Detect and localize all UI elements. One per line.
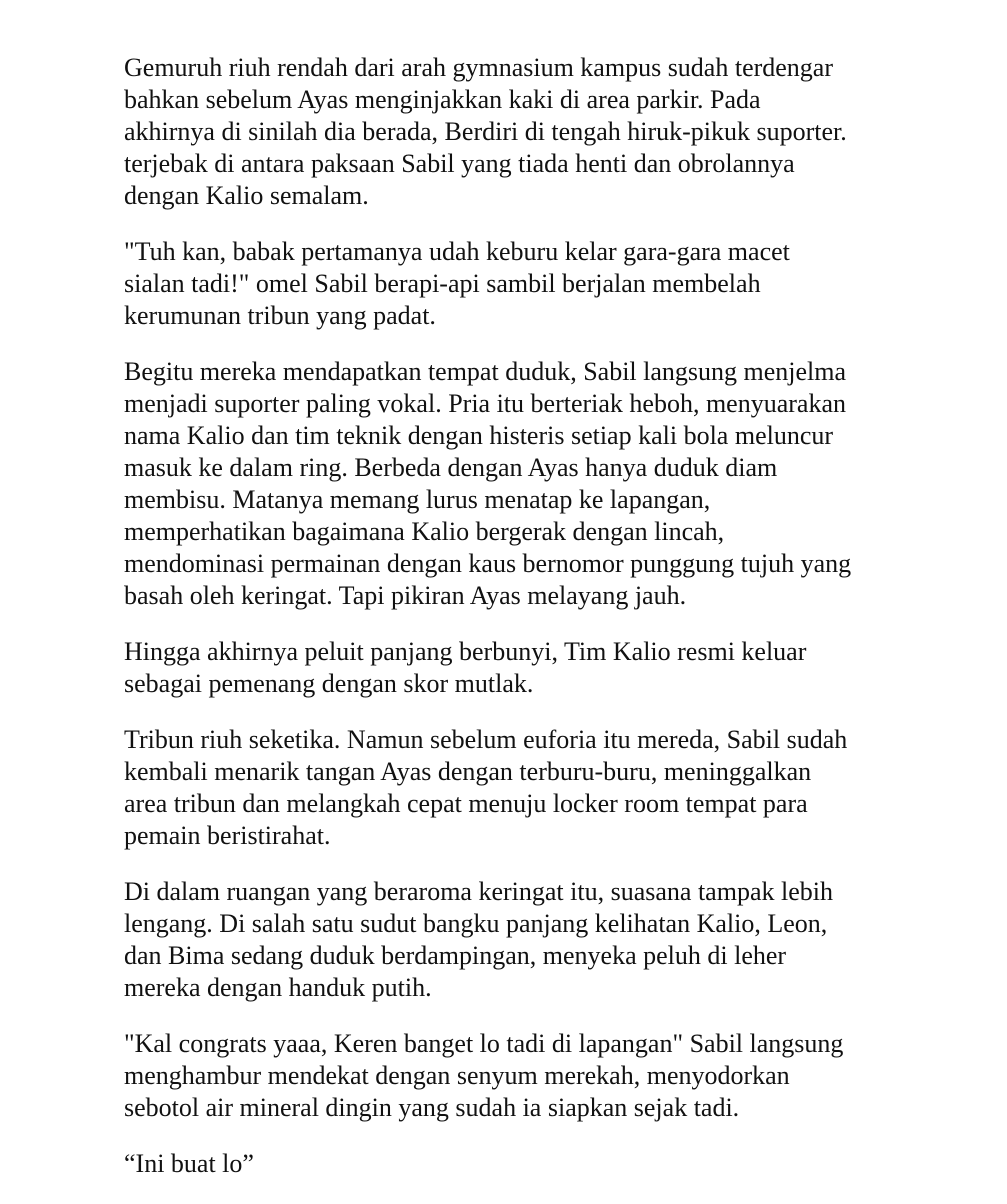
- text-line: Begitu mereka mendapatkan tempat duduk, Sabil langsung menjelma: [124, 357, 847, 386]
- text-line: basah oleh keringat. Tapi pikiran Ayas melayang jauh.: [124, 581, 687, 610]
- paragraph-3: [124, 356, 904, 612]
- text-line: Di dalam ruangan yang beraroma keringat itu, suasana tampak lebih: [124, 877, 833, 906]
- paragraph-5: [124, 724, 904, 852]
- text-line: lengang. Di salah satu sudut bangku panjang kelihatan Kalio, Leon,: [124, 909, 828, 938]
- text-line: Hingga akhirnya peluit panjang berbunyi, Tim Kalio resmi keluar: [124, 637, 807, 666]
- paragraph-2: [124, 236, 904, 332]
- text-line: mereka dengan handuk putih.: [124, 973, 432, 1002]
- text-line: masuk ke dalam ring. Berbeda dengan Ayas hanya duduk diam: [124, 453, 778, 482]
- paragraph-7: [124, 1028, 904, 1124]
- text-line: sebotol air mineral dingin yang sudah ia siapkan sejak tadi.: [124, 1093, 740, 1122]
- text-line: membisu. Matanya memang lurus menatap ke lapangan,: [124, 485, 711, 514]
- paragraph-6: [124, 876, 904, 1004]
- text-line: bahkan sebelum Ayas menginjakkan kaki di area parkir. Pada: [124, 85, 761, 114]
- text-line: dengan Kalio semalam.: [124, 181, 369, 210]
- text-line: "Kal congrats yaaa, Keren banget lo tadi di lapangan" Sabil langsung: [124, 1029, 844, 1058]
- paragraph-4: [124, 636, 904, 700]
- paragraph-1: [124, 52, 904, 212]
- text-line: mendominasi permainan dengan kaus bernomor punggung tujuh yang: [124, 549, 852, 578]
- text-line: dan Bima sedang duduk berdampingan, menyeka peluh di leher: [124, 941, 787, 970]
- document-body: [124, 52, 904, 1204]
- text-line: menghambur mendekat dengan senyum merekah, menyodorkan: [124, 1061, 790, 1090]
- text-line: kembali menarik tangan Ayas dengan terburu-buru, meninggalkan: [124, 757, 812, 786]
- text-line: menjadi suporter paling vokal. Pria itu berteriak heboh, menyuarakan: [124, 389, 846, 418]
- paragraph-8: [124, 1148, 904, 1180]
- text-line: area tribun dan melangkah cepat menuju locker room tempat para: [124, 789, 808, 818]
- text-line: nama Kalio dan tim teknik dengan histeris setiap kali bola meluncur: [124, 421, 834, 450]
- text-line: pemain beristirahat.: [124, 821, 331, 850]
- text-line: akhirnya di sinilah dia berada, Berdiri di tengah hiruk-pikuk suporter.: [124, 117, 847, 146]
- text-line: sialan tadi!" omel Sabil berapi-api sambil berjalan membelah: [124, 269, 761, 298]
- text-line: sebagai pemenang dengan skor mutlak.: [124, 669, 534, 698]
- text-line: "Tuh kan, babak pertamanya udah keburu kelar gara-gara macet: [124, 237, 790, 266]
- text-line: memperhatikan bagaimana Kalio bergerak dengan lincah,: [124, 517, 725, 546]
- text-line: Gemuruh riuh rendah dari arah gymnasium kampus sudah terdengar: [124, 53, 834, 82]
- text-line: terjebak di antara paksaan Sabil yang tiada henti dan obrolannya: [124, 149, 795, 178]
- text-line: Tribun riuh seketika. Namun sebelum euforia itu mereda, Sabil sudah: [124, 725, 848, 754]
- text-line: kerumunan tribun yang padat.: [124, 301, 436, 330]
- text-line: “Ini buat lo”: [124, 1149, 254, 1178]
